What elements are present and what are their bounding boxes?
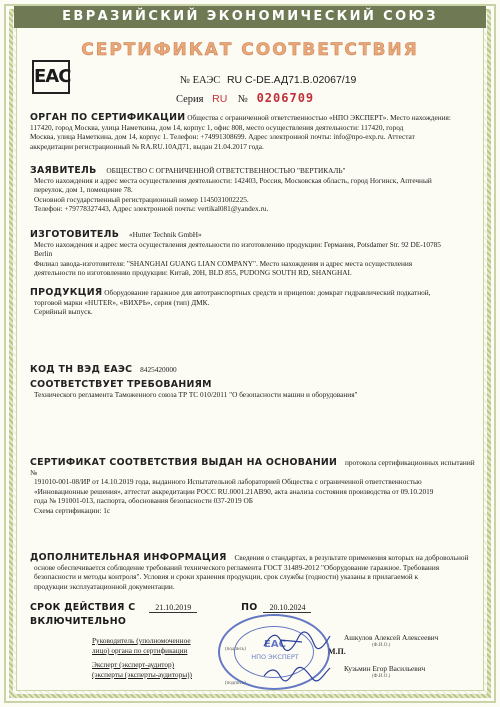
organ-heading: ОРГАН ПО СЕРТИФИКАЦИИ xyxy=(30,112,186,123)
mp-label: М.П. xyxy=(328,647,346,656)
product-text-1: Оборудование гаражное для автотранспортных средств и прицепов: домкрат гидравлический подкатной, xyxy=(104,288,431,297)
extra-text-2: безопасности и методы контроля". Условия и сроки хранения продукции, срок службы (годности) указаны в прилагаемой к xyxy=(34,572,419,582)
head-fio-caption: (Ф.И.О.) xyxy=(372,643,391,648)
head-sig-caption: (подпись) xyxy=(225,647,246,652)
organ-text-2: 117420, город Москва, улица Наметкина, дом 14, корпус 1, офис 808, место осуществления деятельности: 117420, город xyxy=(30,122,404,132)
manufacturer-section xyxy=(30,230,476,278)
expert-label-2: (эксперты (эксперты-аудиторы)) xyxy=(92,670,192,679)
expert-name: Кузьмин Егор Васильевич xyxy=(344,664,426,673)
head-signature xyxy=(262,630,332,652)
head-label-2: лицо) органа по сертификации xyxy=(92,646,188,655)
inclusive-row xyxy=(30,616,126,627)
basis-text-1: 191010-001-08/ИР от 14.10.2019 года, выданного Испытательной лабораторией Общества с ограниченной ответственностью xyxy=(34,477,422,487)
conformity-heading: СООТВЕТСТВУЕТ ТРЕБОВАНИЯМ xyxy=(30,379,212,390)
organ-text-3: Москва, улица Наметкина, дом 14, корпус 1. Телефон: +74991308699. Адрес электронной почты: info@npo-exp.ru. Аттестат xyxy=(30,132,415,142)
product-heading: ПРОДУКЦИЯ xyxy=(30,287,103,298)
manufacturer-text-2: Berlin xyxy=(34,249,53,259)
basis-text-0: протокола сертификационных испытаний № xyxy=(30,458,475,477)
valid-to: 20.10.2024 xyxy=(263,603,311,613)
valid-to-label: ПО xyxy=(241,602,258,613)
extra-info-section xyxy=(30,553,476,591)
expert-signature xyxy=(262,664,332,684)
number-value: RU С-DE.АД71.В.02067/19 xyxy=(226,74,357,86)
expert-fio-caption: (Ф.И.О.) xyxy=(372,674,391,679)
applicant-text-3: Основной государственный регистрационный номер 1145031002225. xyxy=(34,194,249,204)
expert-label-1: Эксперт (эксперт-аудитор) xyxy=(92,660,175,669)
product-text-3: Серийный выпуск. xyxy=(34,307,93,317)
basis-section xyxy=(30,458,476,516)
stamp-name: НПО ЭКСПЕРТ xyxy=(251,653,299,661)
manufacturer-text-1: Место нахождения и адрес места осуществления деятельности по изготовлению продукции: Германия, Potsdamer Str. 92 DE-10785 xyxy=(34,239,441,249)
conformity-text: Технического регламента Таможенного союза ТР ТС 010/2011 "О безопасности машин и оборудования" xyxy=(34,389,358,399)
tnved-section xyxy=(30,365,476,375)
expert-signatory-label xyxy=(92,660,192,680)
basis-heading: СЕРТИФИКАТ СООТВЕТСТВИЯ ВЫДАН НА ОСНОВАНИИ xyxy=(30,457,338,468)
stamp-emblem: EAC xyxy=(264,639,286,650)
extra-info-heading: ДОПОЛНИТЕЛЬНАЯ ИНФОРМАЦИЯ xyxy=(30,552,227,563)
applicant-text-1: Место нахождения и адрес места осуществления деятельности: 142403, Россия, Московская область, город Ногинск, Аптечный xyxy=(34,175,432,185)
eac-logo: EAC xyxy=(32,60,70,94)
tnved-code: 8425420000 xyxy=(140,365,177,374)
basis-text-2: «Инновационные решения», аттестат аккредитации РОСС RU.0001.21АВ90, акта анализа состояния производства от 09.10.2019 xyxy=(34,486,434,496)
extra-text-3: продукции эксплуатационной документации. xyxy=(34,581,175,591)
organ-text-4: аккредитации регистрационный № RA.RU.10АД71, выдан 21.04.2017 года. xyxy=(30,141,264,151)
applicant-heading: ЗАЯВИТЕЛЬ xyxy=(30,165,97,176)
series-code: RU xyxy=(212,93,228,105)
form-number: 0206709 xyxy=(256,91,315,105)
product-section xyxy=(30,288,476,317)
validity-heading: СРОК ДЕЙСТВИЯ С xyxy=(30,602,136,613)
form-number-label: № xyxy=(237,94,248,105)
manufacturer-text-3: Филиал завода-изготовителя: "SHANGHAI GUANG LIAN COMPANY". Место нахождения и адрес места осуществления xyxy=(34,258,413,268)
applicant-name: ОБЩЕСТВО С ОГРАНИЧЕННОЙ ОТВЕТСТВЕННОСТЬЮ "ВЕРТИКАЛЬ" xyxy=(106,166,346,175)
product-text-2: торговой марки «HUTER», «ВИХРЬ», серия (тип) ДМК. xyxy=(34,297,210,307)
organ-section xyxy=(30,113,476,151)
conformity-section xyxy=(30,380,476,399)
tnved-heading: КОД ТН ВЭД ЕАЭС xyxy=(30,364,133,375)
applicant-section xyxy=(30,166,476,214)
inclusive-label: ВКЛЮЧИТЕЛЬНО xyxy=(30,616,127,627)
number-label: № ЕАЭС xyxy=(180,75,221,86)
applicant-text-4: Телефон: +79778327443, Адрес электронной почты: vertikal081@yandex.ru. xyxy=(34,204,269,214)
head-label-1: Руководитель (уполномоченное xyxy=(92,636,191,645)
series-label: Серия xyxy=(176,94,204,105)
certificate-number xyxy=(180,74,356,86)
expert-sig-caption: (подпись) xyxy=(225,681,246,686)
manufacturer-text-4: деятельности по изготовлению продукции: Китай, 20H, BLD 855, PUDONG SOUTH RD, SHANGHAI. xyxy=(34,268,352,278)
series-line xyxy=(176,91,314,105)
extra-text-0: Сведения о стандартах, в результате применения которых на добровольной xyxy=(234,553,469,562)
head-name: Ашкулов Алексей Алексеевич xyxy=(344,633,439,642)
manufacturer-heading: ИЗГОТОВИТЕЛЬ xyxy=(30,229,120,240)
organ-text-1: Общества с ограниченной ответственностью «НПО ЭКСПЕРТ». Место нахождения: xyxy=(187,113,451,122)
applicant-text-2: переулок, дом 1, помещение 78. xyxy=(34,185,133,195)
extra-text-1: основе обеспечивается соблюдение требований технического регламента ГОСТ 31489-2012 "Оборудование гаражное. Требования xyxy=(34,562,440,572)
valid-from: 21.10.2019 xyxy=(149,603,197,613)
manufacturer-name: «Hutter Technik GmbH» xyxy=(128,230,202,239)
validity-row xyxy=(30,602,311,613)
head-signatory-label xyxy=(92,636,191,656)
certificate-title: СЕРТИФИКАТ СООТВЕТСТВИЯ xyxy=(81,40,419,60)
basis-text-4: Схема сертификации: 1с xyxy=(34,505,111,515)
basis-text-3: года № 191001-013, паспорта, обоснования безопасности 037-2019 ОБ xyxy=(34,496,253,506)
union-banner: ЕВРАЗИЙСКИЙ ЭКОНОМИЧЕСКИЙ СОЮЗ xyxy=(14,6,486,28)
